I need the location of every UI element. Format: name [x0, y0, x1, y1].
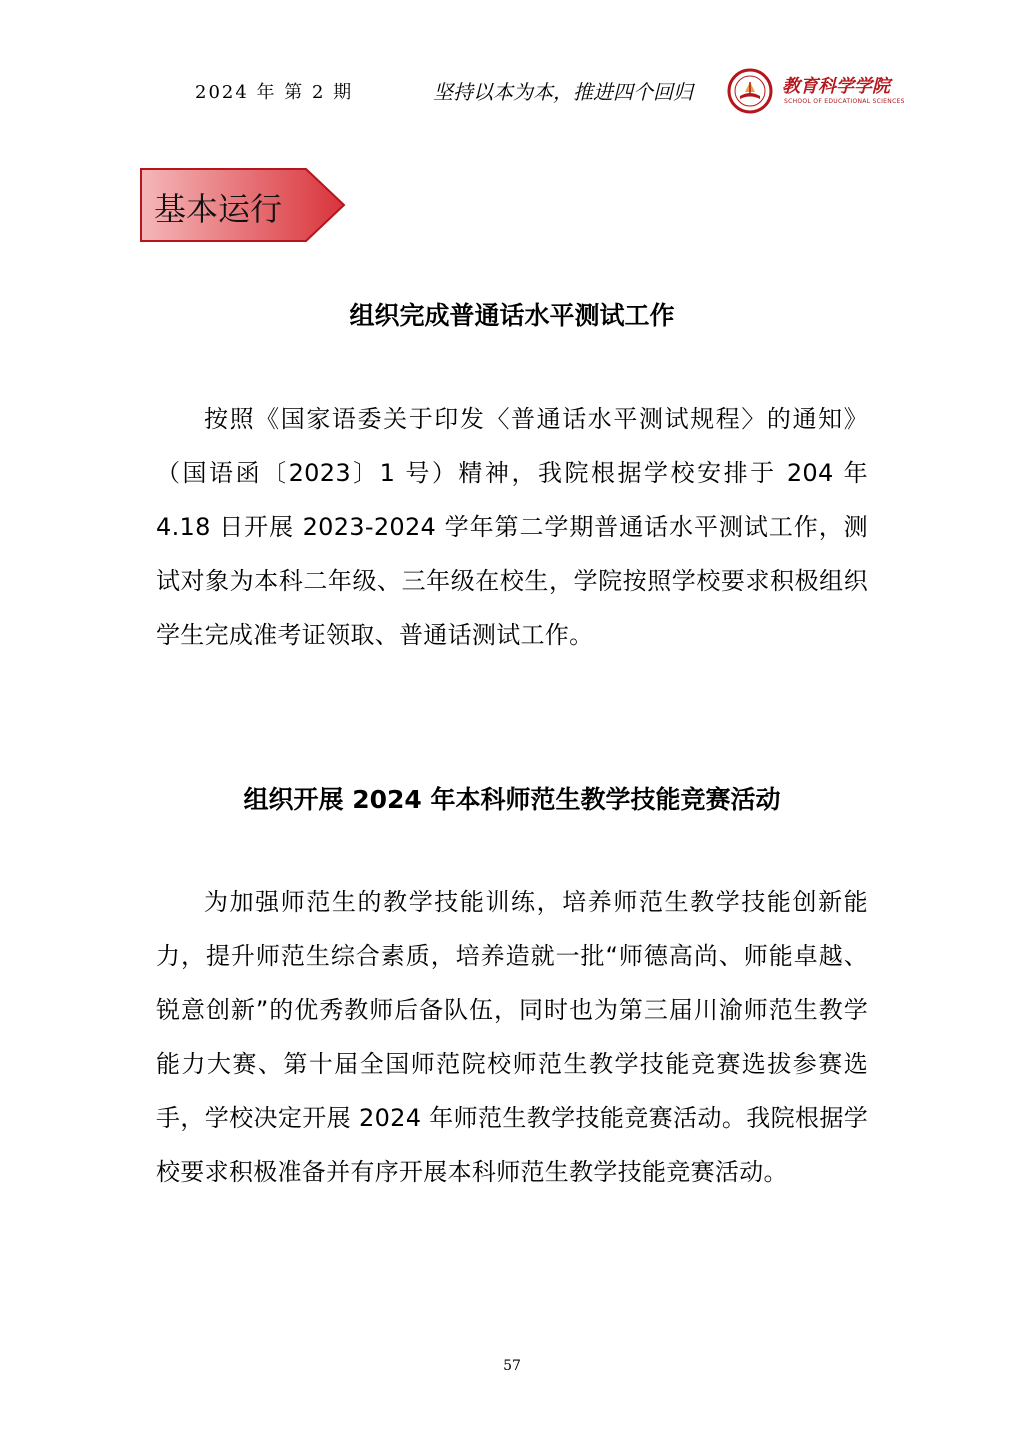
article-body-1: 按照《国家语委关于印发〈普通话水平测试规程〉的通知》（国语函〔2023〕1 号）精神，我院根据学校安排于 204 年 4.18 日开展 2023-2024 学年第二学期普通话水平测试工作，测试对象为本科二年级、三年级在校生，学院按照学校要求积极组织学生完成准考证领取、普通话测试工作。: [156, 405, 868, 649]
article-body-2: 为加强师范生的教学技能训练，培养师范生教学技能创新能力，提升师范生综合素质，培养造就一批“师德高尚、师能卓越、锐意创新”的优秀教师后备队伍，同时也为第三届川渝师范生教学能力大赛、第十届全国师范院校师范生教学技能竞赛选拔参赛选手，学校决定开展 2024 年师范生教学技能竞赛活动。我院根据学校要求积极准备并有序开展本科师范生教学技能竞赛活动。: [156, 888, 868, 1186]
logo-text: 教育科学学院: [782, 76, 890, 97]
section-tag: [140, 168, 346, 242]
page-number: 57: [503, 1358, 521, 1374]
header-motto: 坚持以本为本，推进四个回归: [433, 80, 693, 104]
article-title-1: 组织完成普通话水平测试工作: [349, 301, 675, 330]
emblem-icon: [727, 68, 773, 114]
college-logo: [727, 68, 905, 114]
section-tag-label: 基本运行: [154, 190, 283, 228]
logo-subtext: SCHOOL OF EDUCATIONAL SCIENCES: [784, 98, 905, 105]
issue-label: 2024 年 第 2 期: [195, 82, 354, 103]
page-header: [0, 60, 1024, 120]
article-title-2: 组织开展 2024 年本科师范生教学技能竞赛活动: [243, 785, 781, 814]
